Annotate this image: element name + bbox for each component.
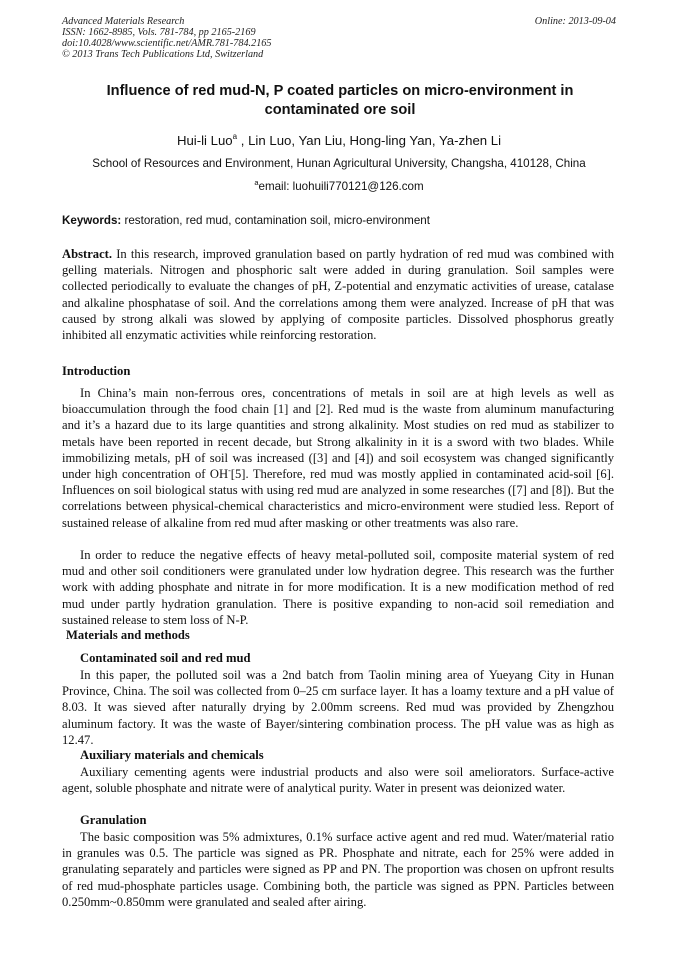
methods-paragraph-2: Auxiliary cementing agents were industrial products and also were soil ameliorators. Surface-active agent, soluble phosphate and nitrate were of analytical purity. Water in present was deionized water. bbox=[62, 765, 614, 796]
intro-paragraph-2: In order to reduce the negative effects of heavy metal-polluted soil, composite material system of red mud and other soil conditioners were granulated under low hydration degree. This research was the further work with adding phosphate and nitrate in for more modification. It is a new modification method of red mud under partly hydration granulation. There is positive expanding to non-acid soil remediation and sustained release to stem loss of N-P. bbox=[62, 548, 614, 627]
email-text: email: luohuili770121@126.com bbox=[258, 180, 424, 193]
author-rest: , Lin Luo, Yan Liu, Hong-ling Yan, Ya-zhen Li bbox=[237, 133, 502, 148]
subsection-heading-soil: Contaminated soil and red mud bbox=[80, 651, 251, 665]
methods-paragraph-3: The basic composition was 5% admixtures, 0.1% surface active agent and red mud. Water/material ratio in granules was 0.5. The particle was signed as PR. Phosphate and nitrate, each for 25% were added in granulating separately and particles were signed as PP and PN. The proportion was chosen on upfront results of red mud-phosphate particles usage. Combining both, the particle was signed as PPN. Particles between 0.250mm~0.850mm were granulated and sealed after airing. bbox=[62, 830, 614, 909]
keywords bbox=[62, 214, 430, 227]
paper-title: Influence of red mud-N, P coated particles on micro-environment in contaminated ore soil bbox=[106, 83, 574, 118]
journal-copyright: © 2013 Trans Tech Publications Ltd, Switzerland bbox=[62, 49, 264, 60]
online-date: Online: 2013-09-04 bbox=[534, 16, 616, 27]
journal-issn: ISSN: 1662-8985, Vols. 781-784, pp 2165-2169 bbox=[62, 27, 256, 38]
section-heading-methods: Materials and methods bbox=[66, 628, 190, 642]
subsection-heading-granulation: Granulation bbox=[80, 813, 147, 827]
author-email bbox=[0, 178, 678, 193]
keywords-text: restoration, red mud, contamination soil, micro-environment bbox=[121, 214, 430, 227]
abstract-label: Abstract. bbox=[62, 247, 113, 261]
intro-p1-part-a: In China’s main non-ferrous ores, concentrations of metals in soil are at high levels as well as bioaccumulation through the food chain [1] and [2]. Red mud is the waste from aluminum manufacturing and it’s a hazard due to its large quantities and strong alkalinity. Most studies on red mud as stabilizer to metals have been reported in recent decade, but Strong alkalinity in it is a sword with two blades. While immobilizing metals, pH of soil was increased ([3] and [4]) and soil ecosystem was changed significantly under high concentration of OH bbox=[62, 386, 614, 482]
intro-p1-part-b: [5]. Therefore, red mud was mostly applied in contaminated acid-soil [6]. Influences on soil biological status with using red mud are analyzed in some researches ([7] and [8]). But the correlations between physical-chemical characteristics and micro-environment were studied less. Report of sustained release of alkaline from red mud after masking or other treatments was also rare. bbox=[62, 467, 614, 530]
author-first: Hui-li Luo bbox=[176, 133, 233, 148]
author-first-sup: a bbox=[232, 132, 238, 141]
journal-doi: doi:10.4028/www.scientific.net/AMR.781-784.2165 bbox=[62, 38, 272, 49]
abstract-text: In this research, improved granulation based on partly hydration of red mud was combined with gelling materials. Nitrogen and phosphoric salt were added in during granulation. Soil samples were collected periodically to evaluate the changes of pH, Z-potential and enzymatic activities of urease, catalase and alkaline phosphatase of soil. And the correlations among them were analyzed. Increase of pH that was caused by strong alkali was slowed by applying of composite particles. Dissolved phosphorus greatly inhibited all enzymatic activities while reinforcing restoration. bbox=[62, 247, 614, 343]
author-list bbox=[0, 132, 678, 148]
section-heading-introduction: Introduction bbox=[62, 364, 131, 378]
journal-name: Advanced Materials Research bbox=[62, 16, 185, 27]
intro-paragraph-1 bbox=[62, 385, 614, 531]
intro-p1-sup: - bbox=[228, 466, 231, 476]
abstract bbox=[62, 246, 614, 343]
methods-paragraph-1: In this paper, the polluted soil was a 2nd batch from Taolin mining area of Yueyang City in Hunan Province, China. The soil was collected from 0–25 cm surface layer. It has a loamy texture and a pH value of 8.03. It was sieved after naturally drying by 2.00mm screens. Red mud was provided by Zhengzhou aluminum factory. It was the waste of Bayer/sintering combination process. The pH value was as high as 12.47. bbox=[62, 668, 614, 747]
keywords-label: Keywords: bbox=[62, 214, 122, 227]
subsection-heading-auxiliary: Auxiliary materials and chemicals bbox=[80, 748, 264, 762]
affiliation: School of Resources and Environment, Hunan Agricultural University, Changsha, 410128, China bbox=[92, 157, 586, 170]
email-sup: a bbox=[254, 178, 259, 187]
